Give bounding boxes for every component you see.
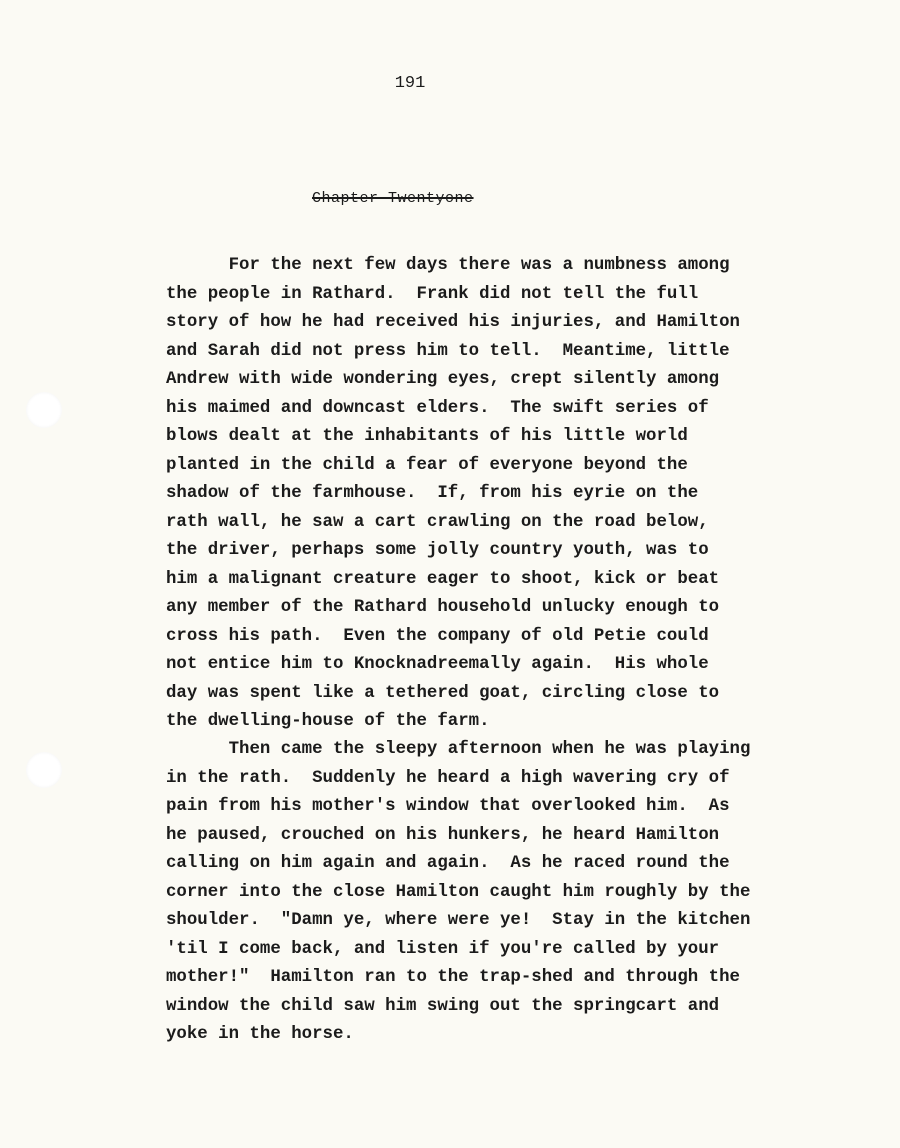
text-line: For the next few days there was a numbness among	[166, 256, 730, 275]
text-line: corner into the close Hamilton caught him roughly by the	[166, 882, 751, 902]
text-line: any member of the Rathard household unlucky enough to	[166, 598, 720, 617]
text-line: story of how he had received his injuries, and Hamilton	[166, 313, 740, 332]
text-line: he paused, crouched on his hunkers, he heard Hamilton	[166, 825, 720, 845]
text-line: the driver, perhaps some jolly country youth, was to	[166, 541, 709, 560]
text-line: blows dealt at the inhabitants of his little world	[166, 427, 688, 446]
punch-hole	[26, 752, 62, 788]
text-line: Andrew with wide wondering eyes, crept silently among	[166, 370, 720, 389]
text-line: his maimed and downcast elders. The swift series of	[166, 398, 709, 418]
text-line: cross his path. Even the company of old Petie could	[166, 626, 709, 646]
punch-hole	[26, 392, 62, 428]
text-line: not entice him to Knocknadreemally again. His whole	[166, 655, 709, 674]
text-line: mother!" Hamilton ran to the trap-shed and through the	[166, 968, 740, 987]
chapter-title: Chapter Twentyone	[312, 190, 474, 207]
text-line: the dwelling-house of the farm.	[166, 712, 490, 731]
paragraph-1	[166, 252, 846, 737]
text-line: in the rath. Suddenly he heard a high wavering cry of	[166, 768, 730, 788]
text-line: day was spent like a tethered goat, circling close to	[166, 683, 720, 703]
text-line: window the child saw him swing out the springcart and	[166, 996, 720, 1016]
text-line: him a malignant creature eager to shoot, kick or beat	[166, 569, 720, 589]
text-line: calling on him again and again. As he raced round the	[166, 854, 730, 873]
text-line: and Sarah did not press him to tell. Meantime, little	[166, 341, 730, 361]
text-line: Then came the sleepy afternoon when he was playing	[166, 740, 751, 759]
text-line: shadow of the farmhouse. If, from his eyrie on the	[166, 484, 699, 503]
text-line: 'til I come back, and listen if you're called by your	[166, 939, 720, 959]
text-line: rath wall, he saw a cart crawling on the road below,	[166, 512, 709, 532]
text-line: planted in the child a fear of everyone beyond the	[166, 455, 688, 475]
paragraph-2	[166, 736, 846, 1050]
text-line: pain from his mother's window that overlooked him. As	[166, 797, 730, 816]
text-line: yoke in the horse.	[166, 1025, 354, 1044]
text-line: shoulder. "Damn ye, where were ye! Stay in the kitchen	[166, 911, 751, 930]
text-line: the people in Rathard. Frank did not tell the full	[166, 284, 699, 304]
page-number: 191	[394, 74, 426, 93]
